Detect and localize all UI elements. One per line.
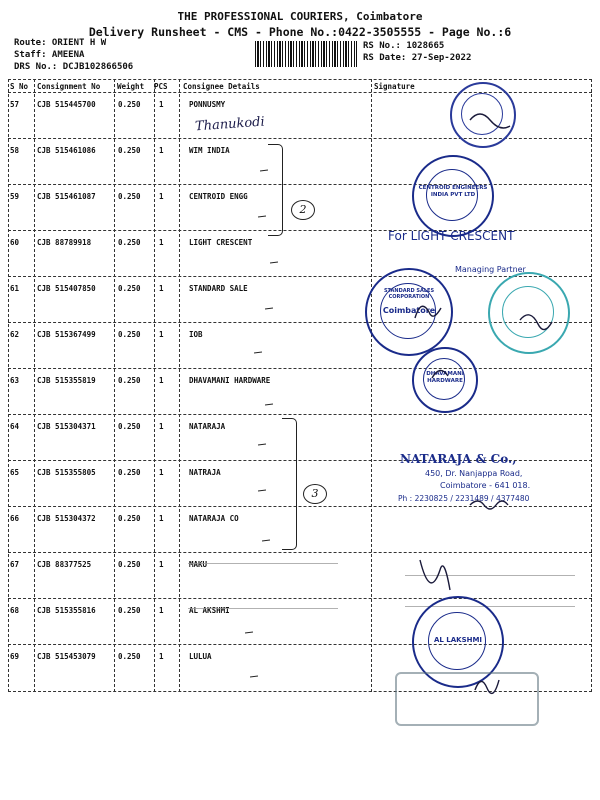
row-sno: 67 [10, 560, 20, 569]
row-pcs: 1 [159, 284, 164, 293]
col-sno: S No [10, 82, 29, 91]
row-weight: 0.250 [118, 376, 141, 385]
row-weight: 0.250 [118, 422, 141, 431]
row-sno: 57 [10, 100, 20, 109]
row-consignee: LULUA [189, 652, 212, 661]
row-weight: 0.250 [118, 468, 141, 477]
row-pcs: 1 [159, 422, 164, 431]
row-sno: 60 [10, 238, 20, 247]
row-consignee: CENTROID ENGG [189, 192, 248, 201]
row-consignment: CJB 515461087 [37, 192, 96, 201]
nataraja-stamp-phone: Ph : 2230825 / 2231489 / 4377480 [398, 494, 530, 503]
signature-stroke [470, 114, 510, 128]
row-consignment: CJB 515304372 [37, 514, 96, 523]
row-sno: 68 [10, 606, 20, 615]
signature-stroke [475, 680, 499, 693]
row-weight: 0.250 [118, 100, 141, 109]
row-pcs: 1 [159, 100, 164, 109]
row-weight: 0.250 [118, 146, 141, 155]
row-weight: 0.250 [118, 192, 141, 201]
col-weight: Weight [117, 82, 145, 91]
signature-stroke [415, 306, 441, 318]
col-consignee: Consignee Details [183, 82, 260, 91]
nataraja-stamp-name: NATARAJA & Co., [400, 452, 517, 466]
row-weight: 0.250 [118, 514, 141, 523]
row-pcs: 1 [159, 238, 164, 247]
row-weight: 0.250 [118, 238, 141, 247]
row-pcs: 1 [159, 376, 164, 385]
row-sno: 64 [10, 422, 20, 431]
row-consignment: CJB 515355805 [37, 468, 96, 477]
col-pcs: PCS [154, 82, 168, 91]
route-label: Route: ORIENT H W [14, 38, 107, 48]
rs-date: RS Date: 27-Sep-2022 [363, 53, 472, 63]
row-pcs: 1 [159, 330, 164, 339]
row-sno: 69 [10, 652, 20, 661]
row-consignment: CJB 515445700 [37, 100, 96, 109]
row-consignee: IOB [189, 330, 203, 339]
row-sno: 66 [10, 514, 20, 523]
row-consignment: CJB 515461086 [37, 146, 96, 155]
row-weight: 0.250 [118, 606, 141, 615]
row-consignee: AL AKSHMI [189, 606, 230, 615]
group-number-3: 3 [303, 484, 327, 504]
col-signature: Signature [374, 82, 415, 91]
row-pcs: 1 [159, 652, 164, 661]
row-weight: 0.250 [118, 330, 141, 339]
light-crescent-stamp: For LIGHT CRESCENT [388, 229, 515, 243]
row-weight: 0.250 [118, 560, 141, 569]
row-sno: 58 [10, 146, 20, 155]
signature-stroke [520, 315, 552, 330]
row-sno: 65 [10, 468, 20, 477]
row-weight: 0.250 [118, 652, 141, 661]
row-consignment: CJB 515355816 [37, 606, 96, 615]
group-number-2: 2 [291, 200, 315, 220]
row-consignee: NATARAJA CO [189, 514, 239, 523]
row-consignment: CJB 88377525 [37, 560, 92, 569]
al-lakshmi-seal: AL LAKSHMI [412, 596, 504, 688]
nataraja-stamp-address: 450, Dr. Nanjappa Road, [425, 469, 523, 478]
row-pcs: 1 [159, 468, 164, 477]
row-consignment: CJB 515355819 [37, 376, 96, 385]
standard-sales-seal: STANDARD SALES CORPORATION Coimbatore [365, 268, 453, 356]
row-consignee: PONNUSMY [189, 100, 226, 109]
row-consignment: CJB 515304371 [37, 422, 96, 431]
row-consignment: CJB 88789918 [37, 238, 92, 247]
row-consignee: NATRAJA [189, 468, 221, 477]
managing-partner-label: Managing Partner [455, 265, 526, 274]
row-pcs: 1 [159, 192, 164, 201]
nataraja-stamp-city: Coimbatore - 641 018. [440, 481, 531, 490]
runsheet-title: Delivery Runsheet - CMS - Phone No.:0422-3505555 - Page No.:6 [88, 25, 512, 39]
row-sno: 59 [10, 192, 20, 201]
row-weight: 0.250 [118, 284, 141, 293]
company-title: THE PROFESSIONAL COURIERS, Coimbatore [177, 10, 423, 23]
row-sno: 61 [10, 284, 20, 293]
row-consignee: MAKU [189, 560, 208, 569]
staff-label: Staff: AMEENA [14, 50, 85, 60]
dhavamani-seal: DHAVAMANI HARDWARE [412, 347, 478, 413]
row-consignee: WIM INDIA [189, 146, 230, 155]
row-consignee: STANDARD SALE [189, 284, 248, 293]
col-consignment: Consignment No [37, 82, 101, 91]
signature-stroke [470, 501, 508, 509]
row-consignee: LIGHT CRESCENT [189, 238, 253, 247]
row-sno: 62 [10, 330, 20, 339]
drs-number: DRS No.: DCJB102866506 [14, 62, 134, 72]
row-consignee: DHAVAMANI HARDWARE [189, 376, 271, 385]
signature-stroke [420, 560, 450, 590]
row-consignment: CJB 515367499 [37, 330, 96, 339]
centroid-seal: CENTROID ENGINEERS INDIA PVT LTD [412, 155, 494, 237]
row-consignee: NATARAJA [189, 422, 226, 431]
row-pcs: 1 [159, 146, 164, 155]
row-sno: 63 [10, 376, 20, 385]
handwritten-receiver-name: Thanukodi [194, 114, 266, 135]
row-consignment: CJB 515453079 [37, 652, 96, 661]
signature-stroke [432, 370, 448, 378]
row-pcs: 1 [159, 514, 164, 523]
rs-number: RS No.: 1028665 [363, 41, 445, 51]
row-pcs: 1 [159, 606, 164, 615]
row-consignment: CJB 515407850 [37, 284, 96, 293]
row-pcs: 1 [159, 560, 164, 569]
